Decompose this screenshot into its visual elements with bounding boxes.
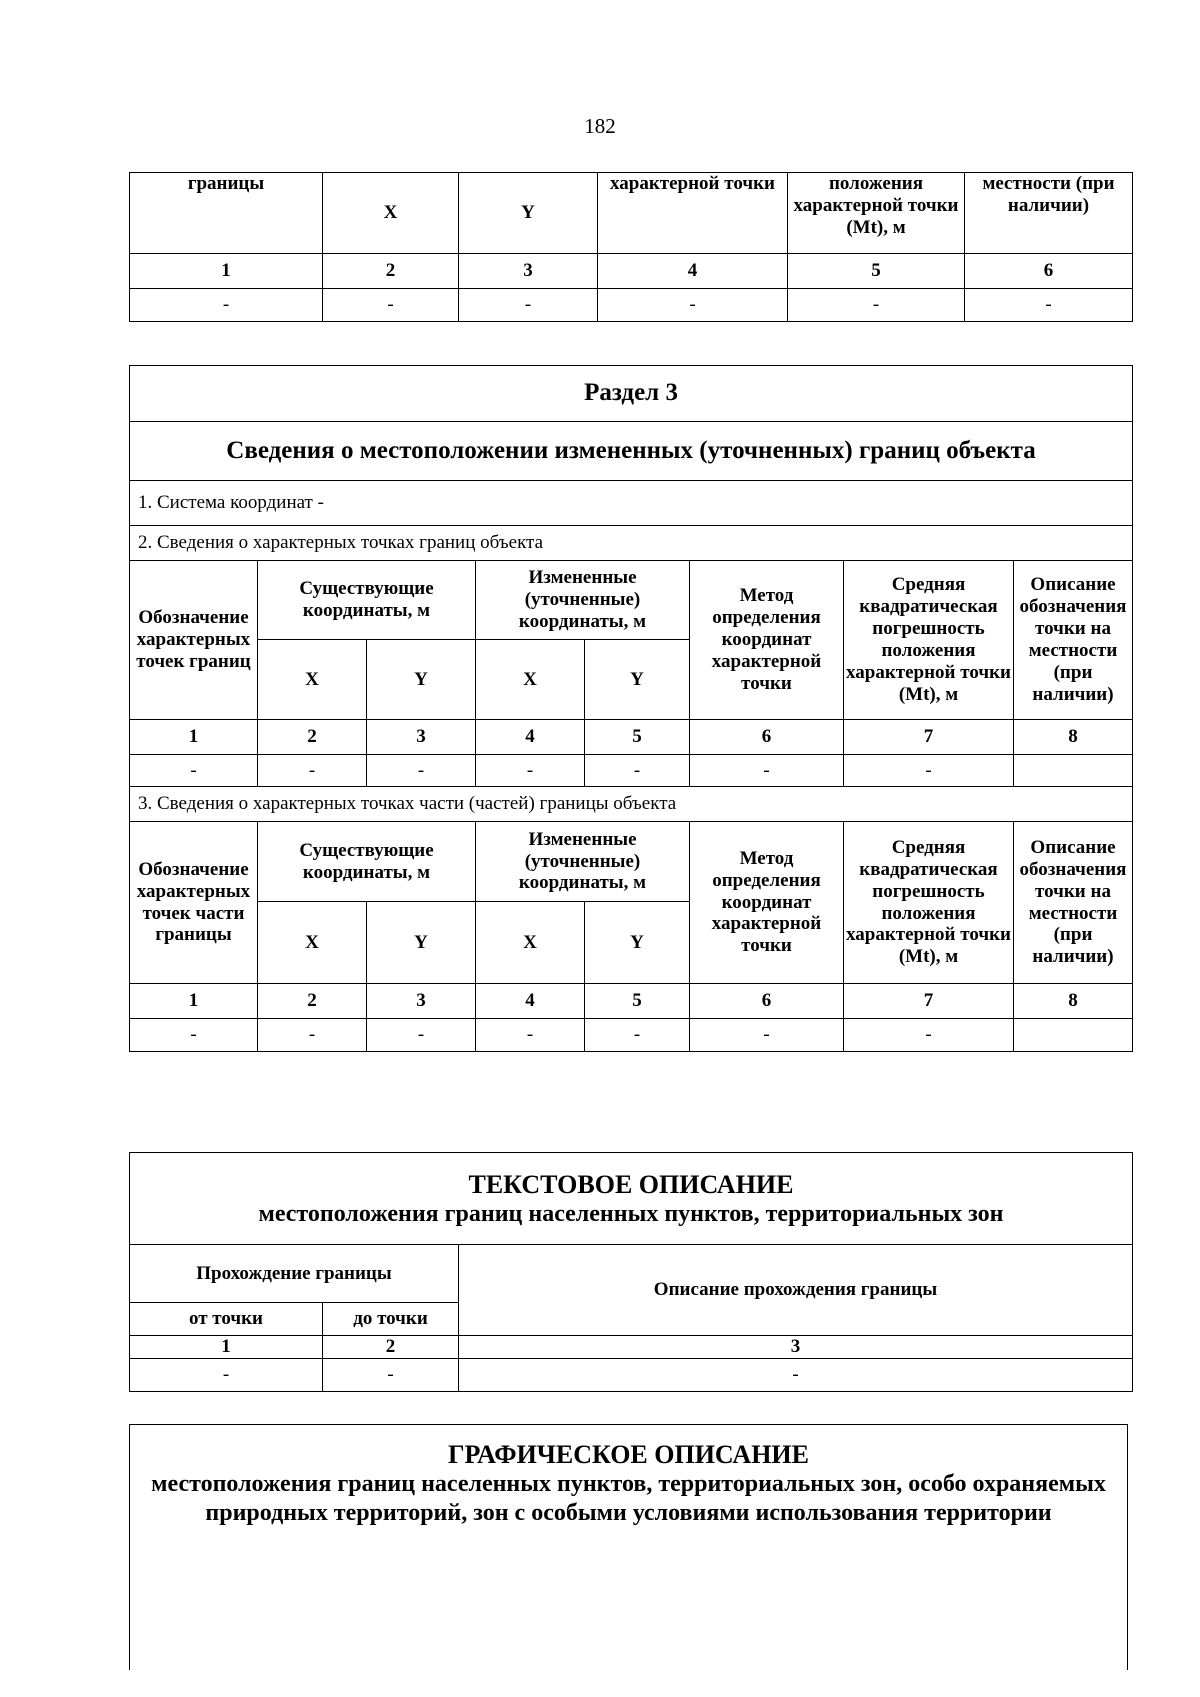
table-cell: - xyxy=(323,1359,459,1392)
table-cell: - xyxy=(130,1019,258,1052)
error-header: Средняя квадратическая погрешность положения характерной точки (Mt), м xyxy=(844,822,1014,984)
header-cell: границы xyxy=(130,173,323,254)
existing-coords-header: Существующие координаты, м xyxy=(258,822,476,902)
column-number: 2 xyxy=(323,1336,459,1359)
section-title: Раздел 3 xyxy=(130,366,1133,422)
table-cell: - xyxy=(788,289,965,322)
header-cell-x: X xyxy=(258,902,367,984)
column-number: 2 xyxy=(258,720,367,755)
table-cell: - xyxy=(844,1019,1014,1052)
changed-coords-header: Измененные (уточненные) координаты, м xyxy=(476,561,690,640)
from-point-header: от точки xyxy=(130,1303,323,1336)
page-number: 182 xyxy=(584,114,616,138)
to-point-header: до точки xyxy=(323,1303,459,1336)
table-cell xyxy=(1014,755,1133,787)
method-header: Метод определения координат характерной точки xyxy=(690,561,844,720)
column-number: 2 xyxy=(323,254,459,289)
header-cell-y: Y xyxy=(585,902,690,984)
header-cell-y: Y xyxy=(585,640,690,720)
designation-header: Обозначение характерных точек части границы xyxy=(130,822,258,984)
column-number: 3 xyxy=(367,720,476,755)
header-cell: местности (при наличии) xyxy=(965,173,1133,254)
error-header: Средняя квадратическая погрешность положения характерной точки (Mt), м xyxy=(844,561,1014,720)
graphic-description-box xyxy=(129,1424,1128,1670)
description-header: Описание обозначения точки на местности (при наличии) xyxy=(1014,561,1133,720)
graphic-description-title: ГРАФИЧЕСКОЕ ОПИСАНИЕ xyxy=(448,1440,809,1469)
table-cell: - xyxy=(130,289,323,322)
method-header: Метод определения координат характерной точки xyxy=(690,822,844,984)
column-number: 4 xyxy=(476,720,585,755)
column-number: 6 xyxy=(965,254,1133,289)
graphic-description-subtitle: местоположения границ населенных пунктов, территориальных зон, особо охраняемых природных территорий, зон с особыми условиями использования территории xyxy=(151,1471,1106,1526)
header-cell-x: X xyxy=(323,173,459,254)
header-cell: характерной точки xyxy=(598,173,788,254)
column-number: 2 xyxy=(258,984,367,1019)
table-cell: - xyxy=(476,1019,585,1052)
column-number: 5 xyxy=(788,254,965,289)
text-description-title: ТЕКСТОВОЕ ОПИСАНИЕ xyxy=(468,1169,794,1199)
column-number: 1 xyxy=(130,254,323,289)
table-cell: - xyxy=(367,755,476,787)
column-number: 3 xyxy=(367,984,476,1019)
text-description-heading xyxy=(130,1153,1133,1245)
section3-table xyxy=(129,365,1133,1052)
column-number: 5 xyxy=(585,984,690,1019)
column-number: 5 xyxy=(585,720,690,755)
table-cell xyxy=(1014,1019,1133,1052)
coord-system: 1. Система координат - xyxy=(130,481,1133,526)
header-cell: положения характерной точки (Mt), м xyxy=(788,173,965,254)
column-number: 7 xyxy=(844,720,1014,755)
passage-header: Прохождение границы xyxy=(130,1245,459,1303)
section-subtitle: Сведения о местоположении измененных (уточненных) границ объекта xyxy=(130,422,1133,481)
column-number: 1 xyxy=(130,720,258,755)
table-cell: - xyxy=(323,289,459,322)
column-number: 8 xyxy=(1014,720,1133,755)
header-cell-x: X xyxy=(476,902,585,984)
part2-title: 2. Сведения о характерных точках границ объекта xyxy=(130,526,1133,561)
header-cell-x: X xyxy=(476,640,585,720)
column-number: 7 xyxy=(844,984,1014,1019)
column-number: 3 xyxy=(459,254,598,289)
continuation-table xyxy=(129,172,1133,322)
table-cell: - xyxy=(844,755,1014,787)
text-description-subtitle: местоположения границ населенных пунктов, территориальных зон xyxy=(258,1200,1004,1227)
header-cell-y: Y xyxy=(367,640,476,720)
text-description-table xyxy=(129,1152,1133,1392)
column-number: 8 xyxy=(1014,984,1133,1019)
table-cell: - xyxy=(258,755,367,787)
table-cell: - xyxy=(690,1019,844,1052)
table-cell: - xyxy=(130,1359,323,1392)
changed-coords-header: Измененные (уточненные) координаты, м xyxy=(476,822,690,902)
table-cell: - xyxy=(459,289,598,322)
column-number: 6 xyxy=(690,984,844,1019)
table-cell: - xyxy=(585,755,690,787)
description-header: Описание прохождения границы xyxy=(459,1245,1133,1336)
header-cell-y: Y xyxy=(459,173,598,254)
designation-header: Обозначение характерных точек границ xyxy=(130,561,258,720)
part3-title: 3. Сведения о характерных точках части (частей) границы объекта xyxy=(130,787,1133,822)
column-number: 3 xyxy=(459,1336,1133,1359)
table-cell: - xyxy=(367,1019,476,1052)
column-number: 4 xyxy=(598,254,788,289)
column-number: 1 xyxy=(130,1336,323,1359)
table-cell: - xyxy=(965,289,1133,322)
table-cell: - xyxy=(258,1019,367,1052)
table-cell: - xyxy=(690,755,844,787)
description-header: Описание обозначения точки на местности (при наличии) xyxy=(1014,822,1133,984)
column-number: 4 xyxy=(476,984,585,1019)
header-cell-x: X xyxy=(258,640,367,720)
column-number: 6 xyxy=(690,720,844,755)
column-number: 1 xyxy=(130,984,258,1019)
table-cell: - xyxy=(598,289,788,322)
table-cell: - xyxy=(130,755,258,787)
header-cell-y: Y xyxy=(367,902,476,984)
existing-coords-header: Существующие координаты, м xyxy=(258,561,476,640)
table-cell: - xyxy=(476,755,585,787)
table-cell: - xyxy=(459,1359,1133,1392)
table-cell: - xyxy=(585,1019,690,1052)
